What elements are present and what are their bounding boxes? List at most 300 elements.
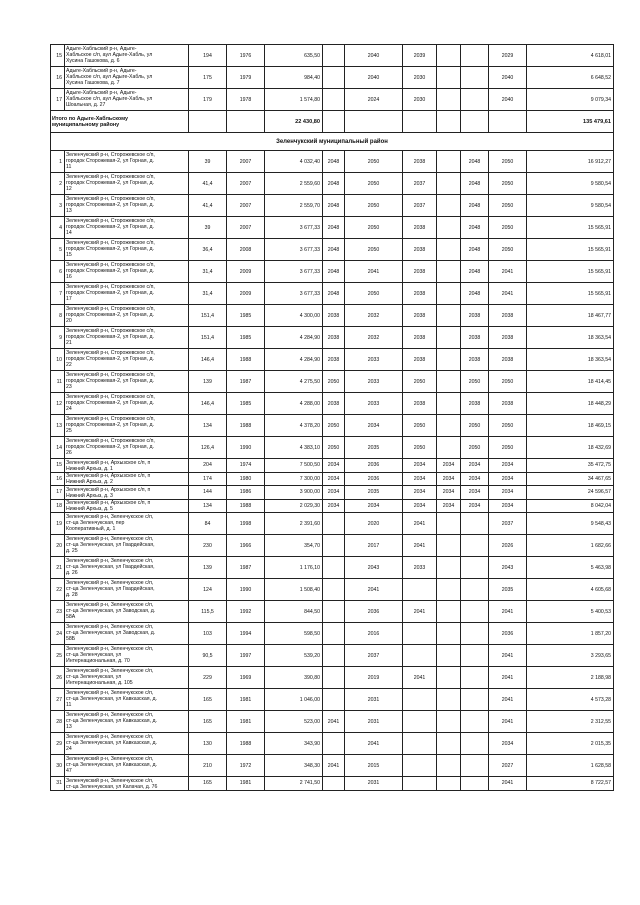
area-cell: 39 [189,217,227,239]
table-row [51,459,614,473]
year-col-8 [437,173,461,195]
year-col-10: 2041 [489,601,527,623]
row-number: 4 [51,217,65,239]
year-col-8 [437,261,461,283]
year-col-6: 2050 [345,151,403,173]
year-cell: 2009 [227,283,265,305]
year-col-5: 2034 [323,499,345,513]
cost-cell: 3 677,33 [265,239,323,261]
year-col-8 [437,195,461,217]
address-cell: Зеленчукский р-н, Зеленчукское с/п, ст-ца Зеленчукская, ул Кавказская, д. 13 [65,711,189,733]
year-col-7 [403,711,437,733]
year-col-10: 2040 [489,67,527,89]
section-header-row [51,133,614,151]
year-col-10: 2050 [489,239,527,261]
year-col-6: 2015 [345,755,403,777]
year-col-5: 2034 [323,486,345,500]
year-col-5: 2038 [323,349,345,371]
amount-cell: 2 015,35 [527,733,614,755]
table-row [51,623,614,645]
amount-cell: 1 682,66 [527,535,614,557]
address-cell: Зеленчукский р-н, Зеленчукское с/п, ст-ца Зеленчукская, ул Гвардейская, д. 26 [65,557,189,579]
row-number: 1 [51,151,65,173]
housing-table [50,44,614,791]
amount-cell: 24 596,57 [527,486,614,500]
year-col-10: 2035 [489,579,527,601]
year-col-7: 2038 [403,283,437,305]
area-cell: 144 [189,486,227,500]
year-col-9: 2050 [461,415,489,437]
year-col-10: 2037 [489,513,527,535]
amount-cell: 2 312,55 [527,711,614,733]
address-cell: Зеленчукский р-н, Сторожевское с/п, городок Сторожевая-2, ул Горная, д. 20 [65,305,189,327]
address-cell: Зеленчукский р-н, Зеленчукское с/п, ст-ца Зеленчукская, пер Кооперативный, д. 1 [65,513,189,535]
address-cell: Адыге-Хабльский р-н, Адыге- Хабльское с/п, аул Адыге-Хабль, ул Хусина Гашокова, д. 6 [65,45,189,67]
table-row [51,67,614,89]
row-number: 8 [51,305,65,327]
year-cell: 2007 [227,217,265,239]
year-col-9: 2048 [461,239,489,261]
table-row [51,472,614,486]
cost-cell: 7 500,50 [265,459,323,473]
area-cell: 151,4 [189,305,227,327]
year-col-8 [437,217,461,239]
row-number: 7 [51,283,65,305]
amount-cell: 18 448,29 [527,393,614,415]
row-number: 15 [51,459,65,473]
amount-cell: 1 857,20 [527,623,614,645]
year-col-6: 2031 [345,711,403,733]
year-col-6: 2050 [345,195,403,217]
year-col-7: 2041 [403,535,437,557]
year-col-9: 2034 [461,499,489,513]
year-col-6: 2016 [345,623,403,645]
year-col-6: 2036 [345,459,403,473]
year-col-5: 2038 [323,327,345,349]
area-cell: 103 [189,623,227,645]
address-cell: Зеленчукский р-н, Зеленчукское с/п, ст-ца Зеленчукская, ул Интернациональная, д. 70 [65,645,189,667]
year-cell: 1966 [227,535,265,557]
year-col-5: 2048 [323,195,345,217]
year-col-7: 2030 [403,89,437,111]
cost-cell: 390,80 [265,667,323,689]
year-col-6: 2034 [345,499,403,513]
year-col-7: 2034 [403,472,437,486]
area-cell: 41,4 [189,173,227,195]
year-col-8 [437,513,461,535]
table-row [51,711,614,733]
row-number: 11 [51,371,65,393]
table-body-zelenchuk [51,151,614,791]
area-cell: 146,4 [189,393,227,415]
cost-cell: 2 391,60 [265,513,323,535]
year-col-9: 2048 [461,195,489,217]
year-col-6: 2017 [345,535,403,557]
year-col-7: 2034 [403,459,437,473]
year-col-10: 2041 [489,711,527,733]
cost-cell: 523,00 [265,711,323,733]
year-col-5: 2050 [323,437,345,459]
year-col-9 [461,711,489,733]
year-col-9 [461,601,489,623]
row-number: 3 [51,195,65,217]
row-number: 16 [51,472,65,486]
year-col-10: 2038 [489,327,527,349]
cost-cell: 1 046,00 [265,689,323,711]
year-col-8 [437,437,461,459]
year-col-7: 2041 [403,601,437,623]
year-col-5 [323,45,345,67]
year-col-5 [323,777,345,791]
table-row [51,349,614,371]
year-col-8 [437,415,461,437]
year-col-10: 2043 [489,557,527,579]
year-col-9: 2050 [461,371,489,393]
year-col-10: 2041 [489,261,527,283]
year-col-10: 2050 [489,195,527,217]
year-cell: 1990 [227,579,265,601]
row-number: 16 [51,67,65,89]
area-cell: 194 [189,45,227,67]
year-col-10: 2040 [489,89,527,111]
row-number: 6 [51,261,65,283]
amount-cell: 9 079,34 [527,89,614,111]
year-col-10: 2038 [489,393,527,415]
year-col-7: 2038 [403,217,437,239]
year-cell: 1972 [227,755,265,777]
amount-cell: 5 463,98 [527,557,614,579]
year-col-9: 2048 [461,173,489,195]
year-col-6: 2040 [345,67,403,89]
area-cell: 204 [189,459,227,473]
year-col-10: 2034 [489,472,527,486]
year-cell: 1985 [227,305,265,327]
year-cell: 1985 [227,393,265,415]
year-col-6: 2024 [345,89,403,111]
table-row [51,499,614,513]
address-cell: Зеленчукский р-н, Сторожевское с/п, городок Сторожевая-2, ул Горная, д. 15 [65,239,189,261]
year-col-9: 2034 [461,486,489,500]
year-cell: 1987 [227,371,265,393]
cost-cell: 539,20 [265,645,323,667]
year-col-8 [437,755,461,777]
address-cell: Зеленчукский р-н, Сторожевское с/п, городок Сторожевая-2, ул Горная, д. 26 [65,437,189,459]
amount-cell: 15 565,91 [527,283,614,305]
year-col-10: 2034 [489,733,527,755]
row-number: 13 [51,415,65,437]
row-number: 17 [51,89,65,111]
table-row [51,151,614,173]
year-col-6: 2033 [345,393,403,415]
area-cell: 179 [189,89,227,111]
year-col-9 [461,535,489,557]
year-col-9: 2048 [461,217,489,239]
year-col-5 [323,67,345,89]
amount-cell: 4 573,28 [527,689,614,711]
year-col-8: 2034 [437,486,461,500]
year-cell: 1988 [227,415,265,437]
year-col-6: 2040 [345,45,403,67]
year-cell: 2007 [227,173,265,195]
year-cell: 1974 [227,459,265,473]
cost-cell: 354,70 [265,535,323,557]
area-cell: 126,4 [189,437,227,459]
year-col-6: 2037 [345,645,403,667]
year-col-6: 2050 [345,283,403,305]
year-col-10: 2029 [489,45,527,67]
year-cell: 2007 [227,195,265,217]
area-cell: 139 [189,557,227,579]
area-cell: 174 [189,472,227,486]
year-col-10: 2050 [489,151,527,173]
year-col-9: 2048 [461,261,489,283]
year-col-6: 2041 [345,579,403,601]
cost-cell: 984,40 [265,67,323,89]
address-cell: Зеленчукский р-н, Зеленчукское с/п, ст-ца Зеленчукская, ул Заводская, д. 58А [65,601,189,623]
year-col-9 [461,623,489,645]
area-cell: 165 [189,689,227,711]
year-col-9 [461,645,489,667]
year-col-10: 2041 [489,777,527,791]
cost-cell: 1 508,40 [265,579,323,601]
area-cell: 124 [189,579,227,601]
year-col-6: 2035 [345,486,403,500]
year-col-8: 2034 [437,472,461,486]
year-cell: 1980 [227,472,265,486]
year-col-5 [323,535,345,557]
year-col-9 [461,667,489,689]
year-col-8 [437,601,461,623]
address-cell: Зеленчукский р-н, Зеленчукское с/п, ст-ца Зеленчукская, ул Кавказская, д. 24 [65,733,189,755]
table-row [51,733,614,755]
cost-cell: 2 559,70 [265,195,323,217]
year-col-7: 2037 [403,173,437,195]
year-col-5: 2050 [323,371,345,393]
year-col-8: 2034 [437,499,461,513]
cost-cell: 3 677,33 [265,217,323,239]
year-cell: 1976 [227,45,265,67]
area-cell: 210 [189,755,227,777]
cost-cell: 348,30 [265,755,323,777]
year-col-9: 2038 [461,327,489,349]
year-col-9: 2048 [461,151,489,173]
year-col-5: 2041 [323,755,345,777]
cost-cell: 3 677,33 [265,283,323,305]
table-row [51,579,614,601]
year-col-8: 2034 [437,459,461,473]
row-number: 22 [51,579,65,601]
table-row [51,415,614,437]
year-col-10: 2050 [489,173,527,195]
amount-cell: 9 548,43 [527,513,614,535]
year-col-7: 2038 [403,239,437,261]
amount-cell: 2 188,98 [527,667,614,689]
year-col-8 [437,623,461,645]
year-col-9: 2034 [461,459,489,473]
row-number: 12 [51,393,65,415]
year-col-6: 2020 [345,513,403,535]
year-col-5 [323,623,345,645]
year-col-7 [403,755,437,777]
amount-cell: 18 469,15 [527,415,614,437]
cost-cell: 2 029,30 [265,499,323,513]
row-number: 28 [51,711,65,733]
year-col-9 [461,777,489,791]
year-col-8 [437,67,461,89]
area-cell: 36,4 [189,239,227,261]
address-cell: Зеленчукский р-н, Сторожевское с/п, городок Сторожевая-2, ул Горная, д. 21 [65,327,189,349]
address-cell: Зеленчукский р-н, Сторожевское с/п, городок Сторожевая-2, ул Горная, д. 16 [65,261,189,283]
amount-cell: 6 648,52 [527,67,614,89]
table-row [51,755,614,777]
year-cell: 1988 [227,499,265,513]
year-col-10: 2038 [489,305,527,327]
cost-cell: 4 284,90 [265,349,323,371]
area-cell: 84 [189,513,227,535]
year-col-5: 2034 [323,459,345,473]
year-col-6: 2032 [345,327,403,349]
table-row [51,283,614,305]
address-cell: Зеленчукский р-н, Сторожевское с/п, городок Сторожевая-2, ул Горная, д. 14 [65,217,189,239]
row-number: 30 [51,755,65,777]
year-col-8 [437,239,461,261]
year-col-9: 2034 [461,472,489,486]
year-cell: 2007 [227,151,265,173]
year-col-7: 2038 [403,151,437,173]
amount-cell: 8 722,57 [527,777,614,791]
amount-cell: 4 605,68 [527,579,614,601]
year-col-7: 2039 [403,45,437,67]
year-col-7 [403,579,437,601]
address-cell: Зеленчукский р-н, Сторожевское с/п, городок Сторожевая-2, ул Горная, д. 25 [65,415,189,437]
year-col-5 [323,667,345,689]
year-col-9: 2050 [461,437,489,459]
year-col-8 [437,579,461,601]
year-col-7: 2034 [403,499,437,513]
year-col-7: 2050 [403,437,437,459]
area-cell: 165 [189,711,227,733]
cost-cell: 4 275,50 [265,371,323,393]
year-col-7 [403,777,437,791]
year-col-6: 2032 [345,305,403,327]
year-col-6: 2050 [345,173,403,195]
year-col-10: 2041 [489,667,527,689]
year-col-9: 2038 [461,305,489,327]
year-col-6: 2019 [345,667,403,689]
row-number: 26 [51,667,65,689]
table-row [51,173,614,195]
address-cell: Зеленчукский р-н, Зеленчукское с/п, ст-ца Зеленчукская, ул Интернациональная, д. 105 [65,667,189,689]
area-cell: 41,4 [189,195,227,217]
year-col-7 [403,645,437,667]
year-col-5: 2048 [323,239,345,261]
total-sum: 135 479,61 [527,111,614,133]
year-col-8 [437,645,461,667]
cost-cell: 3 677,33 [265,261,323,283]
table-row [51,437,614,459]
year-col-6: 2035 [345,437,403,459]
cost-cell: 343,90 [265,733,323,755]
table-row [51,535,614,557]
table-row [51,777,614,791]
table-row [51,89,614,111]
cost-cell: 2 741,50 [265,777,323,791]
area-cell: 115,5 [189,601,227,623]
year-col-7: 2041 [403,513,437,535]
row-number: 24 [51,623,65,645]
table-row [51,513,614,535]
year-cell: 2009 [227,261,265,283]
table-row [51,486,614,500]
row-number: 14 [51,437,65,459]
row-number: 31 [51,777,65,791]
year-col-5: 2048 [323,261,345,283]
year-col-6: 2031 [345,689,403,711]
table-row [51,239,614,261]
amount-cell: 34 467,65 [527,472,614,486]
year-col-9: 2048 [461,283,489,305]
area-cell: 139 [189,371,227,393]
year-col-7: 2038 [403,393,437,415]
area-cell: 31,4 [189,261,227,283]
amount-cell: 18 414,45 [527,371,614,393]
year-col-10: 2050 [489,437,527,459]
address-cell: Адыге-Хабльский р-н, Адыге- Хабльское с/п, аул Адыге-Хабль, ул Хусина Гашокова, д. 7 [65,67,189,89]
cost-cell: 7 300,00 [265,472,323,486]
year-col-10: 2050 [489,217,527,239]
year-cell: 1988 [227,733,265,755]
year-col-5 [323,733,345,755]
year-col-7: 2033 [403,557,437,579]
amount-cell: 5 400,53 [527,601,614,623]
table-row [51,195,614,217]
year-col-8 [437,349,461,371]
table-row [51,371,614,393]
year-col-9 [461,67,489,89]
row-number: 2 [51,173,65,195]
year-col-8 [437,689,461,711]
year-col-5: 2050 [323,415,345,437]
row-number: 18 [51,499,65,513]
total-cost: 22 430,80 [265,111,323,133]
amount-cell: 15 565,91 [527,217,614,239]
table-row [51,217,614,239]
year-cell: 2008 [227,239,265,261]
amount-cell: 1 628,58 [527,755,614,777]
year-cell: 1978 [227,89,265,111]
year-col-6: 2031 [345,777,403,791]
area-cell: 146,4 [189,349,227,371]
year-col-6: 2043 [345,557,403,579]
year-col-5: 2038 [323,393,345,415]
year-col-9 [461,579,489,601]
row-number: 5 [51,239,65,261]
year-col-6: 2033 [345,349,403,371]
year-col-7: 2050 [403,371,437,393]
area-cell: 31,4 [189,283,227,305]
area-cell: 130 [189,733,227,755]
year-col-7 [403,733,437,755]
row-number: 29 [51,733,65,755]
year-cell: 1990 [227,437,265,459]
address-cell: Адыге-Хабльский р-н, Адыге- Хабльское с/п, аул Адыге-Хабль, ул Шоальная, д. 27 [65,89,189,111]
year-col-5 [323,689,345,711]
year-cell: 1985 [227,327,265,349]
amount-cell: 15 565,91 [527,261,614,283]
row-number: 20 [51,535,65,557]
year-col-6: 2036 [345,601,403,623]
year-col-10: 2036 [489,623,527,645]
